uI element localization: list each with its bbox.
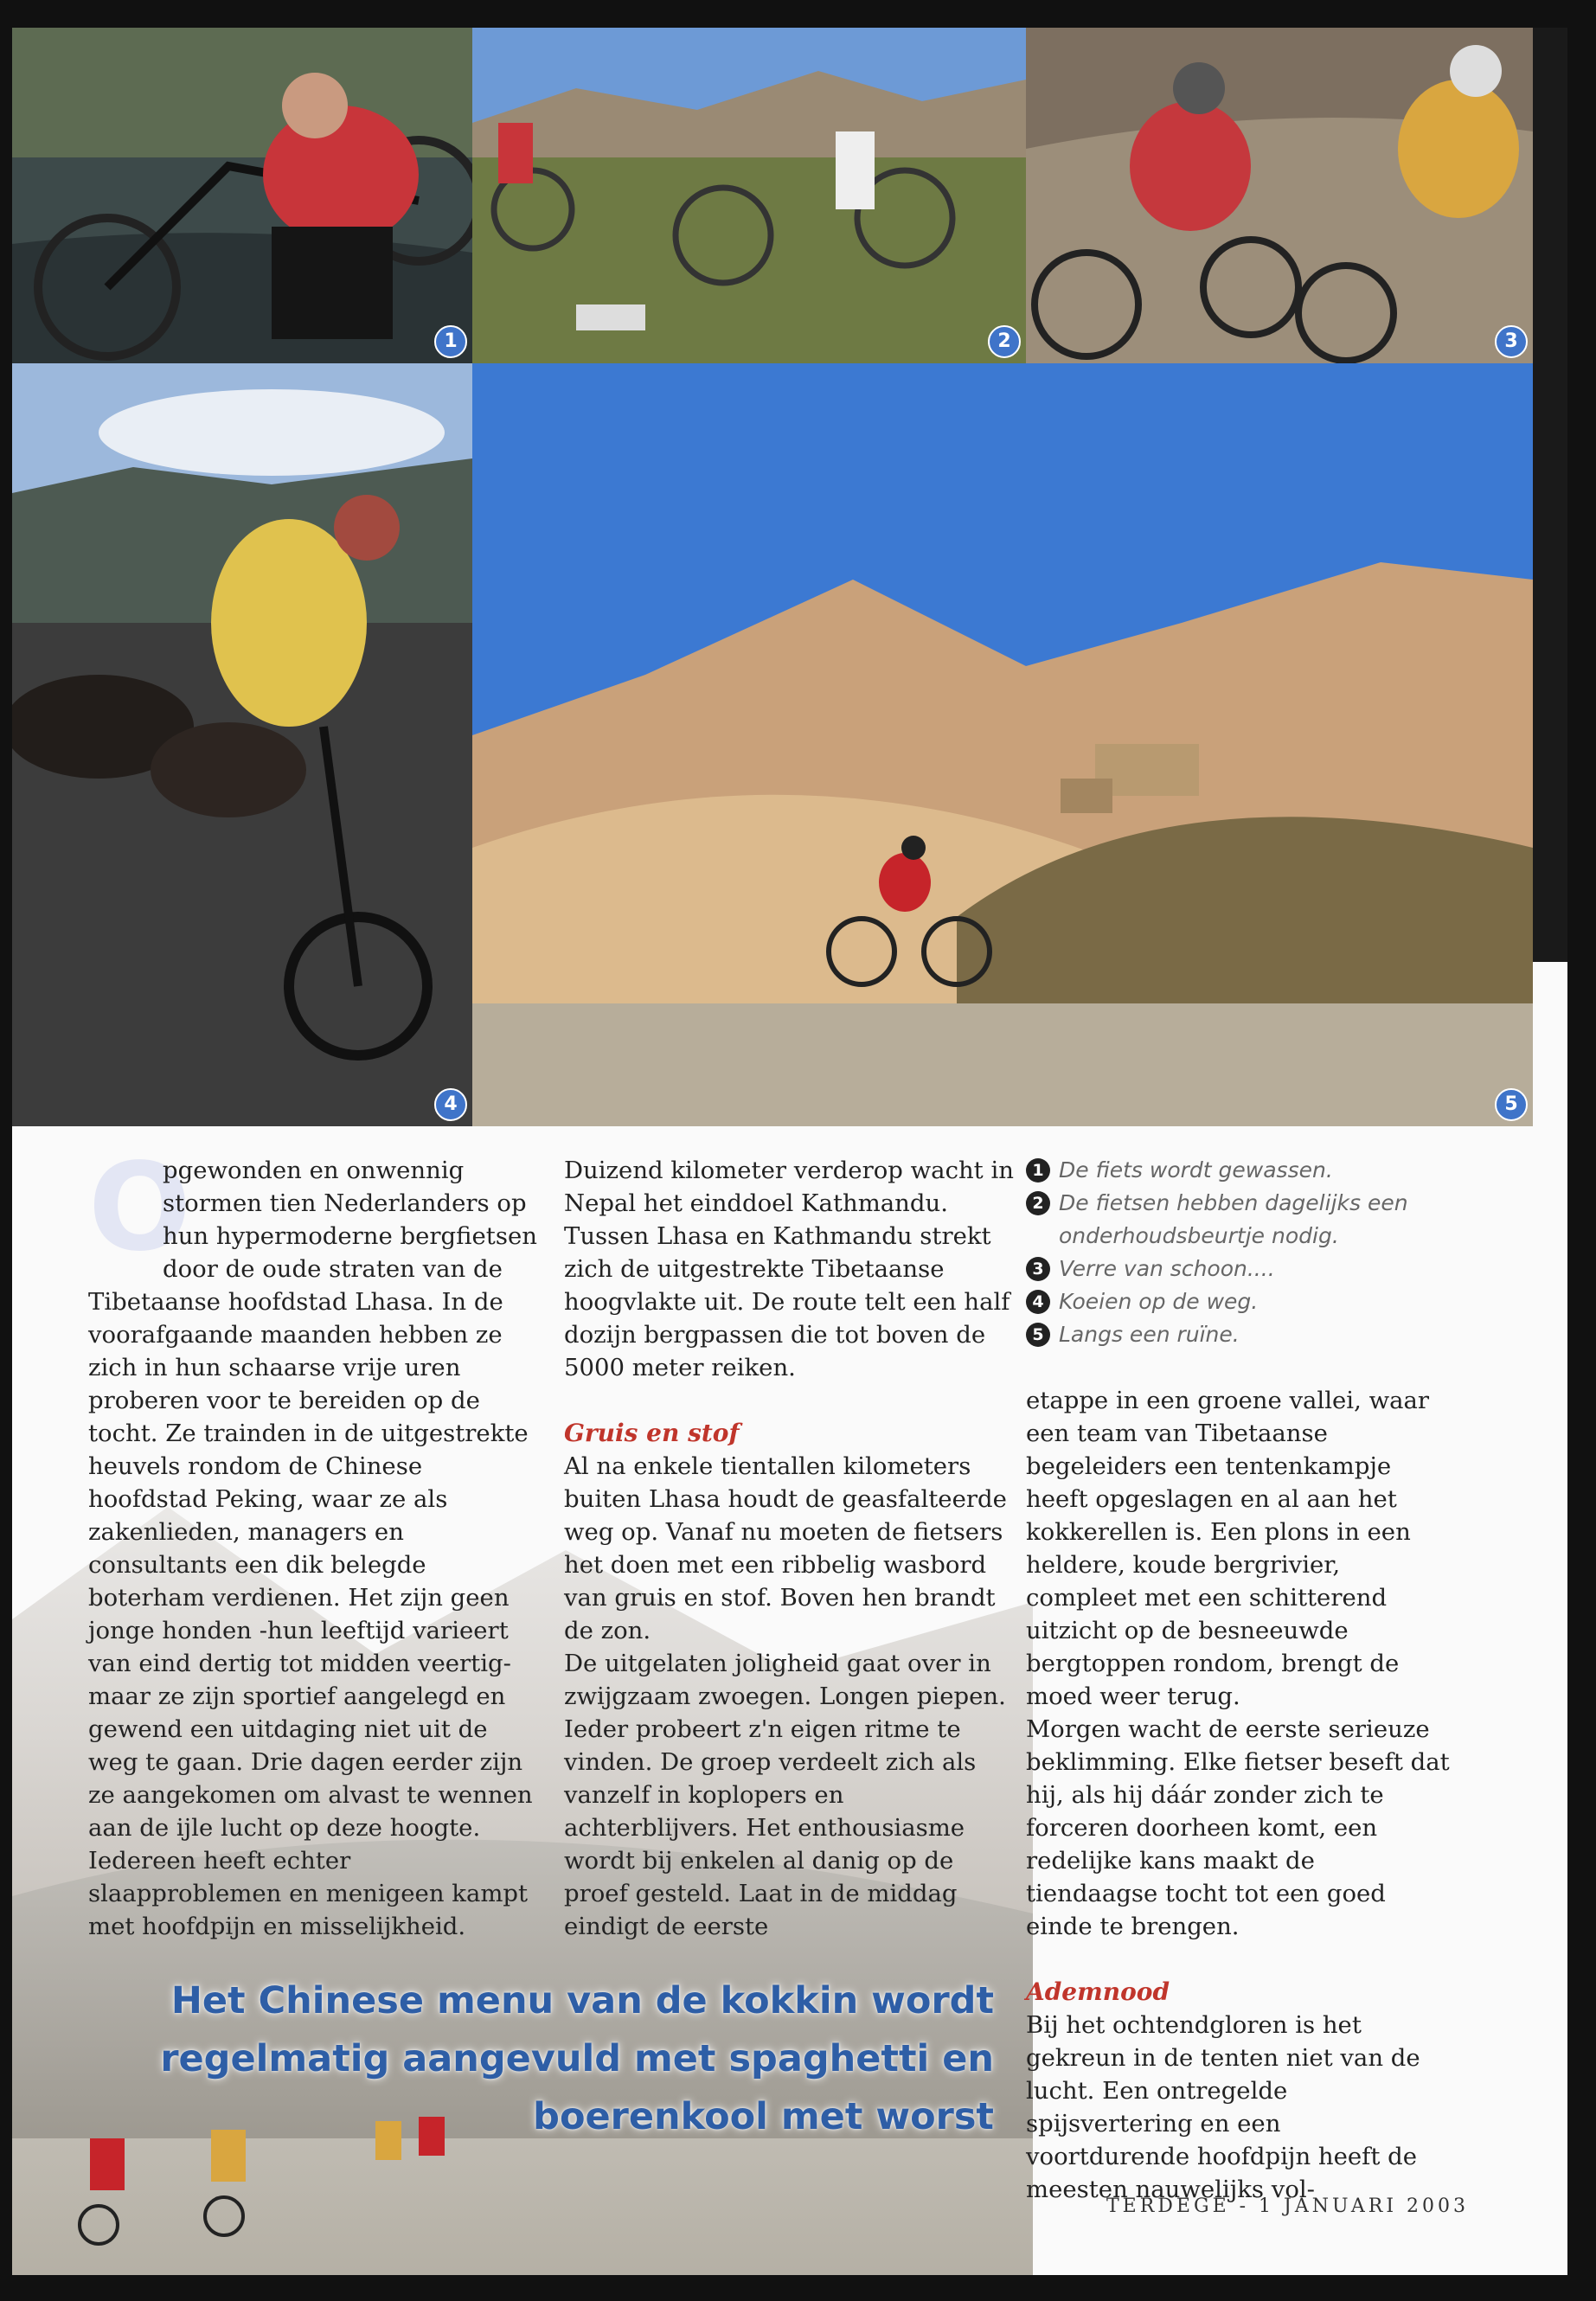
article-column-3 (1026, 1154, 1450, 2206)
article-column-2 (564, 1154, 1014, 1943)
photo-badge: 2 (988, 325, 1021, 358)
photo-cows-on-road (12, 363, 472, 1126)
subhead-ademnood: Ademnood (1026, 1977, 1170, 2006)
photo-badge: 4 (434, 1088, 467, 1121)
article-paragraph: Al na enkele tientallen kilometers buiten Lhasa houdt de geasfalteerde weg op. Vanaf nu moeten de fietsers het doen met een ribbelig wasbord van gruis en stof. Boven hen brandt de zon. (564, 1452, 1007, 1644)
page-edge (1529, 28, 1567, 962)
subhead-gruis-en-stof: Gruis en stof (564, 1419, 740, 1447)
article-paragraph: Bij het ochtendgloren is het gekreun in de tenten niet van de lucht. Een ontregelde spijsvertering en een voortdurende hoofdpijn heeft de meesten nauwelijks vol- (1026, 2011, 1420, 2203)
photo-captions (1026, 1154, 1450, 1351)
caption-item: 4 Koeien op de weg. (1026, 1285, 1450, 1318)
photo-maintenance (472, 28, 1026, 363)
photo-badge: 1 (434, 325, 467, 358)
article-paragraph: Duizend kilometer verderop wacht in Nepal het einddoel Kathmandu. Tussen Lhasa en Kathmandu strekt zich de uitgestrekte Tibetaanse hoogvlakte uit. De route telt een half dozijn bergpassen die tot boven de 5000 meter reiken. (564, 1157, 1014, 1381)
page-footer: TERDEGE - 1 JANUARI 2003 (1106, 2195, 1469, 2217)
photo-badge: 3 (1495, 325, 1528, 358)
article-paragraph: Morgen wacht de eerste serieuze beklimming. Elke fietser beseft dat hij, als hij dáár zonder zich te forceren doorheen komt, een redelijke kans maakt de tiendaagse tocht tot een goed einde te brengen. (1026, 1715, 1450, 1940)
photo-ruin-mountains (472, 363, 1533, 1126)
pull-quote: Het Chinese menu van de kokkin wordt regelmatig aangevuld met spaghetti en boerenkool met worst (160, 1979, 994, 2138)
caption-item: 1 De fiets wordt gewassen. (1026, 1154, 1450, 1187)
caption-number: 4 (1026, 1290, 1050, 1314)
caption-number: 2 (1026, 1191, 1050, 1215)
caption-item-continued: onderhoudsbeurtje nodig. (1059, 1223, 1339, 1248)
article-column-1 (88, 1138, 538, 1943)
photo-dirty-riders (1026, 28, 1533, 363)
caption-item: 2 De fietsen hebben dagelijks een (1026, 1187, 1450, 1220)
photo-washing-bike (12, 28, 472, 363)
caption-number: 5 (1026, 1323, 1050, 1347)
article-paragraph: De uitgelaten joligheid gaat over in zwijgzaam zwoegen. Longen piepen. Ieder probeert z'n eigen ritme te vinden. De groep verdeelt zich als vanzelf in koplopers en achterblijvers. Het enthousiasme wordt bij enkelen al danig op de proef gesteld. Laat in de middag eindigt de eerste (564, 1650, 1006, 1940)
magazine-page (12, 28, 1567, 2275)
article-paragraph: pgewonden en onwennig stormen tien Nederlanders op hun hypermoderne bergfietsen door de oude straten van de Tibetaanse hoofdstad Lhasa. In de voorafgaande maanden hebben ze zich in hun schaarse vrije uren proberen voor te bereiden op de tocht. Ze trainden in de uitgestrekte heuvels rondom de Chinese hoofdstad Peking, waar ze als zakenlieden, managers en consultants een dik belegde boterham verdienen. Het zijn geen jonge honden -hun leeftijd varieert van eind dertig tot midden veertig- maar ze zijn sportief aangelegd en gewend een uitdaging niet uit de weg te gaan. Drie dagen eerder zijn ze aangekomen om alvast te wennen aan de ijle lucht op deze hoogte. Iedereen heeft echter slaapproblemen en menigeen kampt met hoofdpijn en misselijkheid. (88, 1157, 537, 1940)
drop-cap: O (88, 1138, 192, 1279)
photo-badge: 5 (1495, 1088, 1528, 1121)
caption-number: 3 (1026, 1257, 1050, 1281)
caption-item: 5 Langs een ruïne. (1026, 1318, 1450, 1351)
caption-number: 1 (1026, 1158, 1050, 1183)
article-paragraph: etappe in een groene vallei, waar een team van Tibetaanse begeleiders een tentenkampje heeft opgeslagen en al aan het kokkerellen is. Een plons in een heldere, koude bergrivier, compleet met een schitterend uitzicht op de besneeuwde bergtoppen rondom, brengt de moed weer terug. (1026, 1387, 1430, 1710)
caption-item: 3 Verre van schoon.... (1026, 1253, 1450, 1285)
